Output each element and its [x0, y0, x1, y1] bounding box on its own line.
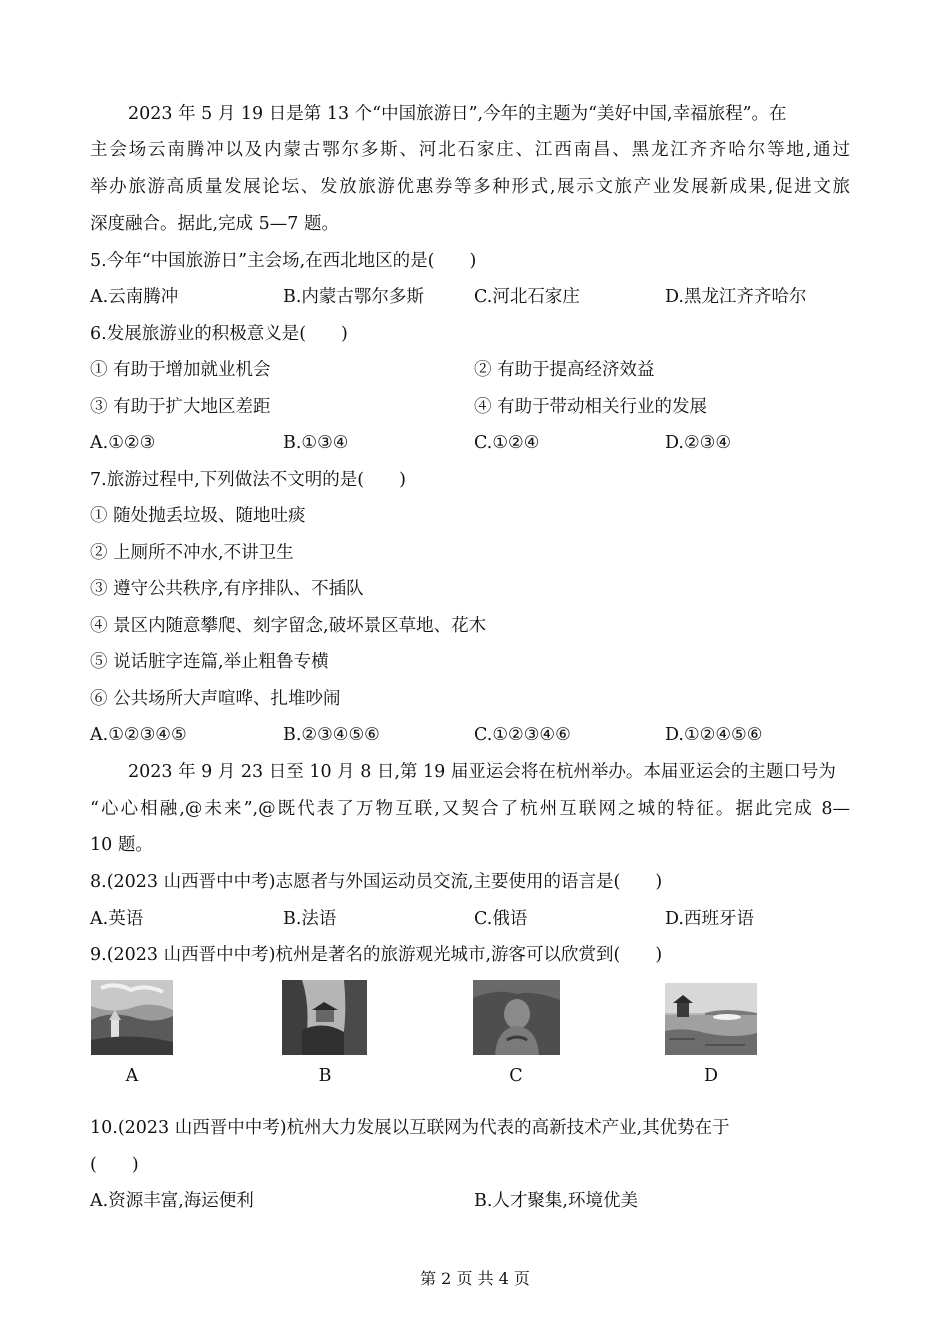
- q6-option-d: D.②③④: [665, 433, 732, 453]
- q6-item-3: ③ 有助于扩大地区差距: [90, 397, 271, 417]
- q5-option-a: A.云南腾冲: [90, 287, 179, 307]
- question-5-stem: 5.今年“中国旅游日”主会场,在西北地区的是( ): [90, 251, 477, 271]
- question-10-stem: 10.(2023 山西晋中中考)杭州大力发展以互联网为代表的高新技术产业,其优势在于: [90, 1118, 730, 1138]
- q7-option-b: B.②③④⑤⑥: [283, 725, 380, 745]
- q10-option-b: B.人才聚集,环境优美: [474, 1191, 638, 1211]
- passage1-line-1: 2023 年 5 月 19 日是第 13 个“中国旅游日”,今年的主题为“美好中国,幸福旅程”。在: [128, 104, 787, 124]
- passage2-line-3: 10 题。: [90, 835, 153, 855]
- passage1-line-2: 主会场云南腾冲以及内蒙古鄂尔多斯、河北石家庄、江西南昌、黑龙江齐齐哈尔等地,通过: [90, 140, 850, 160]
- q8-option-b: B.法语: [283, 909, 337, 929]
- page-number-footer: 第 2 页 共 4 页: [420, 1269, 530, 1288]
- q5-option-d: D.黑龙江齐齐哈尔: [665, 287, 807, 307]
- q6-option-b: B.①③④: [283, 433, 349, 453]
- question-9-stem: 9.(2023 山西晋中中考)杭州是著名的旅游观光城市,游客可以欣赏到( ): [90, 945, 663, 965]
- q5-option-c: C.河北石家庄: [474, 287, 580, 307]
- q6-option-a: A.①②③: [90, 433, 156, 453]
- q7-item-5: ⑤ 说话脏字连篇,举止粗鲁专横: [90, 652, 329, 672]
- passage1-line-4: 深度融合。据此,完成 5—7 题。: [90, 214, 339, 234]
- q7-item-4: ④ 景区内随意攀爬、刻字留念,破坏景区草地、花木: [90, 616, 487, 636]
- q6-item-2: ② 有助于提高经济效益: [474, 360, 655, 380]
- image-d-caption: D: [703, 1066, 719, 1086]
- q7-item-3: ③ 遵守公共秩序,有序排队、不插队: [90, 579, 364, 599]
- q7-item-6: ⑥ 公共场所大声喧哗、扎堆吵闹: [90, 689, 341, 709]
- question-10-answer-paren: ( ): [90, 1155, 139, 1175]
- pagoda-landscape-photo: [91, 980, 173, 1055]
- image-c-caption: C: [509, 1066, 523, 1086]
- q7-option-c: C.①②③④⑥: [474, 725, 571, 745]
- lake-pavilion-photo: [665, 983, 757, 1055]
- q8-option-d: D.西班牙语: [665, 909, 754, 929]
- image-b-caption: B: [318, 1066, 332, 1086]
- passage2-line-1: 2023 年 9 月 23 日至 10 月 8 日,第 19 届亚运会将在杭州举办。本届亚运会的主题口号为: [128, 762, 836, 782]
- q7-option-a: A.①②③④⑤: [90, 725, 187, 745]
- q8-option-c: C.俄语: [474, 909, 528, 929]
- buddha-statue-photo: [473, 980, 560, 1055]
- q6-item-1: ① 有助于增加就业机会: [90, 360, 271, 380]
- question-6-stem: 6.发展旅游业的积极意义是( ): [90, 324, 348, 344]
- q6-option-c: C.①②④: [474, 433, 540, 453]
- question-7-stem: 7.旅游过程中,下列做法不文明的是( ): [90, 470, 406, 490]
- q6-item-4: ④ 有助于带动相关行业的发展: [474, 397, 708, 417]
- q10-option-a: A.资源丰富,海运便利: [90, 1191, 254, 1211]
- q7-item-2: ② 上厕所不冲水,不讲卫生: [90, 543, 294, 563]
- question-8-stem: 8.(2023 山西晋中中考)志愿者与外国运动员交流,主要使用的语言是( ): [90, 872, 663, 892]
- q7-option-d: D.①②④⑤⑥: [665, 725, 763, 745]
- passage2-line-2: “心心相融,@未来”,@既代表了万物互联,又契合了杭州互联网之城的特征。据此完成 8—: [90, 799, 850, 819]
- q8-option-a: A.英语: [90, 909, 144, 929]
- q5-option-b: B.内蒙古鄂尔多斯: [283, 287, 424, 307]
- cliff-pavilion-photo: [282, 980, 367, 1055]
- q7-item-1: ① 随处抛丢垃圾、随地吐痰: [90, 506, 306, 526]
- image-a-caption: A: [125, 1066, 139, 1086]
- passage1-line-3: 举办旅游高质量发展论坛、发放旅游优惠券等多种形式,展示文旅产业发展新成果,促进文旅: [90, 177, 850, 197]
